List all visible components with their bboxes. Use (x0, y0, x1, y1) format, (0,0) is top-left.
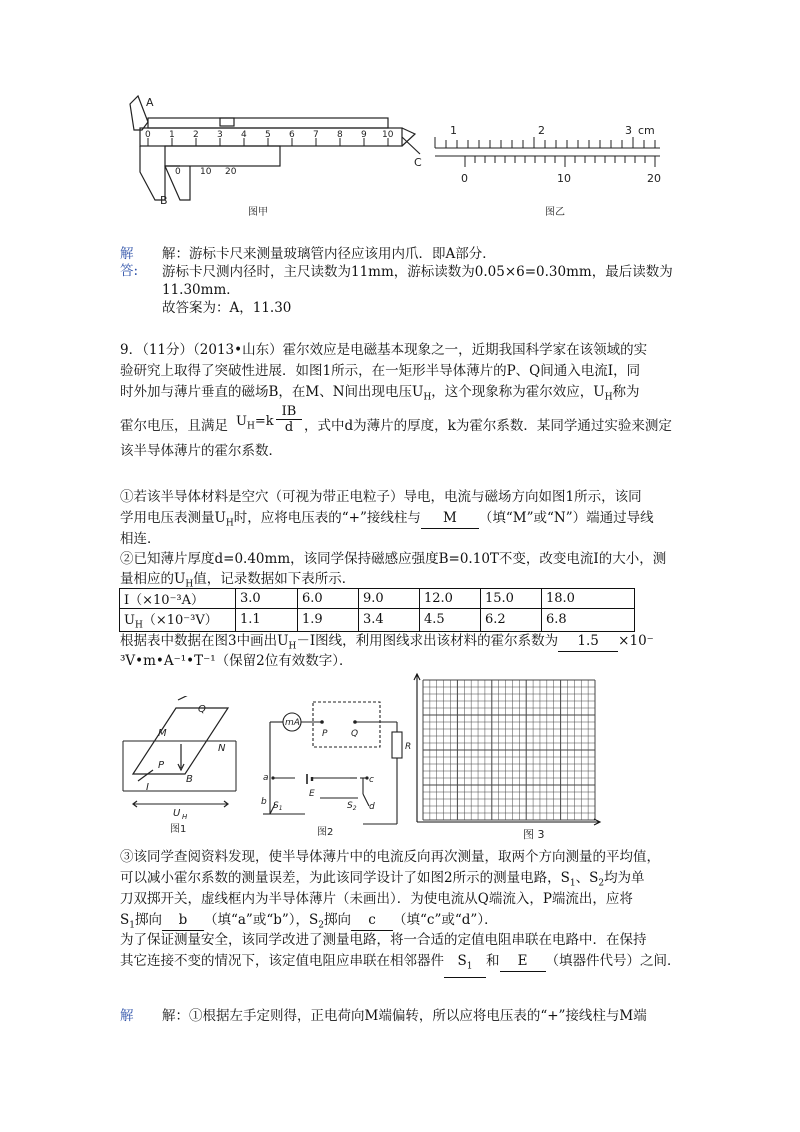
fig1-label-n: N (218, 743, 226, 754)
table-cell: 12.0 (420, 589, 481, 609)
figure1-diagram (118, 696, 243, 836)
fig2-label-q: Q (351, 729, 359, 739)
caliper-vernier-10: 10 (200, 167, 212, 177)
caliper-tick-1: 1 (169, 130, 175, 140)
caliper-tick-0: 0 (145, 130, 151, 140)
vernier-sub-10: 10 (557, 172, 571, 185)
vernier-caliper-diagram (130, 96, 420, 200)
answer9-line1: 解：①根据左手定则得，正电荷向M端偏转，所以应将电压表的“+”接线柱与M端 (162, 1008, 647, 1024)
fig1-label-p: P (158, 760, 165, 771)
vernier-unit: cm (638, 124, 655, 137)
caliper-caption: 图甲 (248, 207, 268, 218)
part2-answer[interactable]: 1.5 (558, 631, 618, 652)
table-cell: 18.0 (542, 589, 635, 609)
answer8-line2: 游标卡尺测内径时，主尺读数为11mm，游标读数为0.05×6=0.30mm，最后读数为 (162, 264, 673, 280)
caliper-vernier-20: 20 (225, 167, 237, 177)
table-cell: 6.8 (542, 609, 635, 632)
part1-line1: ①若该半导体材料是空穴（可视为带正电粒子）导电，电流与磁场方向如图1所示，该同 (120, 489, 642, 505)
vernier-caption: 图乙 (545, 207, 565, 218)
fig1-label-i: I (146, 782, 149, 793)
fig1-label-b: B (186, 774, 193, 785)
fig2-label-c: c (369, 775, 374, 785)
fig2-caption: 图2 (317, 827, 334, 838)
part3-line4: $S_1$掷向 b （填“a”或“b”），$S_2$掷向 c （填“c”或“d”）． (120, 912, 498, 931)
fig2-label-p: P (322, 729, 328, 739)
caliper-label-c: C (414, 156, 422, 169)
vernier-main-1: 1 (450, 124, 457, 137)
caliper-tick-2: 2 (193, 130, 199, 140)
answer9-label: 解 (120, 1008, 134, 1024)
vernier-scale-diagram (435, 137, 660, 167)
fig2-label-s2: $S_2$ (347, 801, 357, 812)
figure3-grid (405, 672, 605, 842)
part3-line5: 为了保证测量安全，该同学改进了测量电路，将一合适的定值电阻串联在电路中．在保持 (120, 932, 647, 948)
fig3-caption: 图 3 (523, 828, 545, 841)
vernier-sub-0: 0 (461, 172, 468, 185)
caliper-tick-7: 7 (313, 130, 319, 140)
fig2-label-ma: mA (285, 718, 300, 728)
fig2-label-r: R (405, 742, 412, 752)
table-cell: 3.0 (236, 589, 298, 609)
sample-box (313, 702, 380, 747)
table-row (120, 609, 635, 632)
part3-answer-b[interactable]: b (162, 910, 204, 931)
caliper-tick-10: 10 (382, 130, 394, 140)
caliper-tick-3: 3 (217, 130, 223, 140)
q9-line2: 验研究上取得了突破性进展．如图1所示，在一矩形半导体薄片的P、Q间通入电流I，同 (120, 363, 641, 379)
q9-line5: 该半导体薄片的霍尔系数． (120, 443, 282, 459)
table-cell: 4.5 (420, 609, 481, 632)
part3-line2: 可以减小霍尔系数的测量误差，为此该同学设计了如图2所示的测量电路，$S_1$、$S_2$均为单 (120, 870, 645, 889)
caliper-label-b: B (160, 194, 168, 207)
table-cell: 15.0 (481, 589, 542, 609)
fig2-label-d: d (369, 802, 375, 812)
table-row (120, 589, 635, 609)
caliper-figures (120, 92, 680, 222)
caliper-tick-5: 5 (265, 130, 271, 140)
caliper-vernier-0: 0 (175, 167, 181, 177)
caliper-tick-6: 6 (289, 130, 295, 140)
caliper-tick-4: 4 (241, 130, 247, 140)
fig2-label-b: b (261, 797, 267, 807)
fig2-label-s1: $S_1$ (273, 801, 283, 812)
fig1-caption: 图1 (170, 824, 187, 835)
fig1-label-u: U (173, 808, 181, 819)
part2-line3: 根据表中数据在图3中画出$U_H-I$图线，利用图线求出该材料的霍尔系数为 1.5 ×10⁻ (120, 633, 654, 652)
part2-line1: ②已知薄片厚度d=0.40mm，该同学保持磁感应强度B=0.10T不变，改变电流I的大小，测 (120, 551, 667, 567)
fig1-label-u-sub: H (182, 813, 188, 821)
fig1-label-q: Q (198, 704, 206, 715)
vernier-main-3: 3 (625, 124, 632, 137)
fig1-label-m: M (158, 728, 167, 739)
caliper-label-a: A (146, 96, 154, 109)
part3-answer-s[interactable]: $S_1$ (444, 951, 486, 978)
answer8-line4: 故答案为：A，11.30 (162, 300, 292, 316)
rheostat (392, 732, 402, 758)
fig2-label-a: a (263, 773, 269, 783)
q9-line3: 时外加与薄片垂直的磁场B，在M、N间出现电压$U_H$，这个现象称为霍尔效应，$U_H$称为 (120, 384, 640, 403)
part2-line2: 量相应的$U_H$值，记录数据如下表所示． (120, 571, 356, 590)
part3-line6: 其它连接不变的情况下，该定值电阻应串联在相邻器件 $S_1$ 和 E （填器件代号）之间． (120, 951, 681, 978)
answer8-line1: 解：游标卡尺来测量玻璃管内径应该用内爪．即A部分． (162, 246, 496, 262)
caliper-tick-9: 9 (361, 130, 367, 140)
data-table (119, 588, 635, 632)
answer8-label: 解答: (120, 246, 139, 279)
part2-line4: ³V•m•A⁻¹•T⁻¹（保留2位有效数字）． (120, 653, 353, 669)
part3-answer-e[interactable]: E (500, 951, 546, 972)
table-header-current: I（×10⁻³A） (120, 589, 236, 609)
table-cell: 6.0 (298, 589, 359, 609)
vernier-main-2: 2 (538, 124, 545, 137)
caliper-tick-8: 8 (337, 130, 343, 140)
part3-answer-c[interactable]: c (351, 910, 393, 931)
q9-line4b: ，式中d为薄片的厚度，k为霍尔系数．某同学通过实验来测定 (304, 418, 672, 434)
table-cell: 6.2 (481, 609, 542, 632)
figure2-circuit (255, 694, 415, 839)
table-cell: 1.1 (236, 609, 298, 632)
part1-line3: 相连． (120, 531, 161, 547)
q9-line1: 9．（11分）（2013•山东）霍尔效应是电磁基本现象之一，近期我国科学家在该领域的实 (120, 342, 648, 358)
part3-line3: 刀双掷开关，虚线框内为半导体薄片（未画出）．为使电流从Q端流入，P端流出，应将 (120, 891, 633, 907)
table-cell: 3.4 (359, 609, 420, 632)
table-cell: 9.0 (359, 589, 420, 609)
q9-line4: 霍尔电压，且满足 (120, 418, 228, 434)
answer8-line3: 11.30mm． (162, 282, 240, 298)
fig2-label-e: E (309, 789, 315, 799)
part1-answer[interactable]: M (421, 508, 479, 529)
table-header-voltage: $U_H(\times 10^{-3}V)$ (120, 609, 236, 632)
part1-line2: 学用电压表测量$U_H$时，应将电压表的“+”接线柱与 M （填“M”或“N”）端通过导线 (120, 510, 654, 529)
part3-line1: ③该同学查阅资料发现，使半导体薄片中的电流反向再次测量，取两个方向测量的平均值， (120, 849, 660, 865)
vernier-sub-20: 20 (647, 172, 661, 185)
table-cell: 1.9 (298, 609, 359, 632)
